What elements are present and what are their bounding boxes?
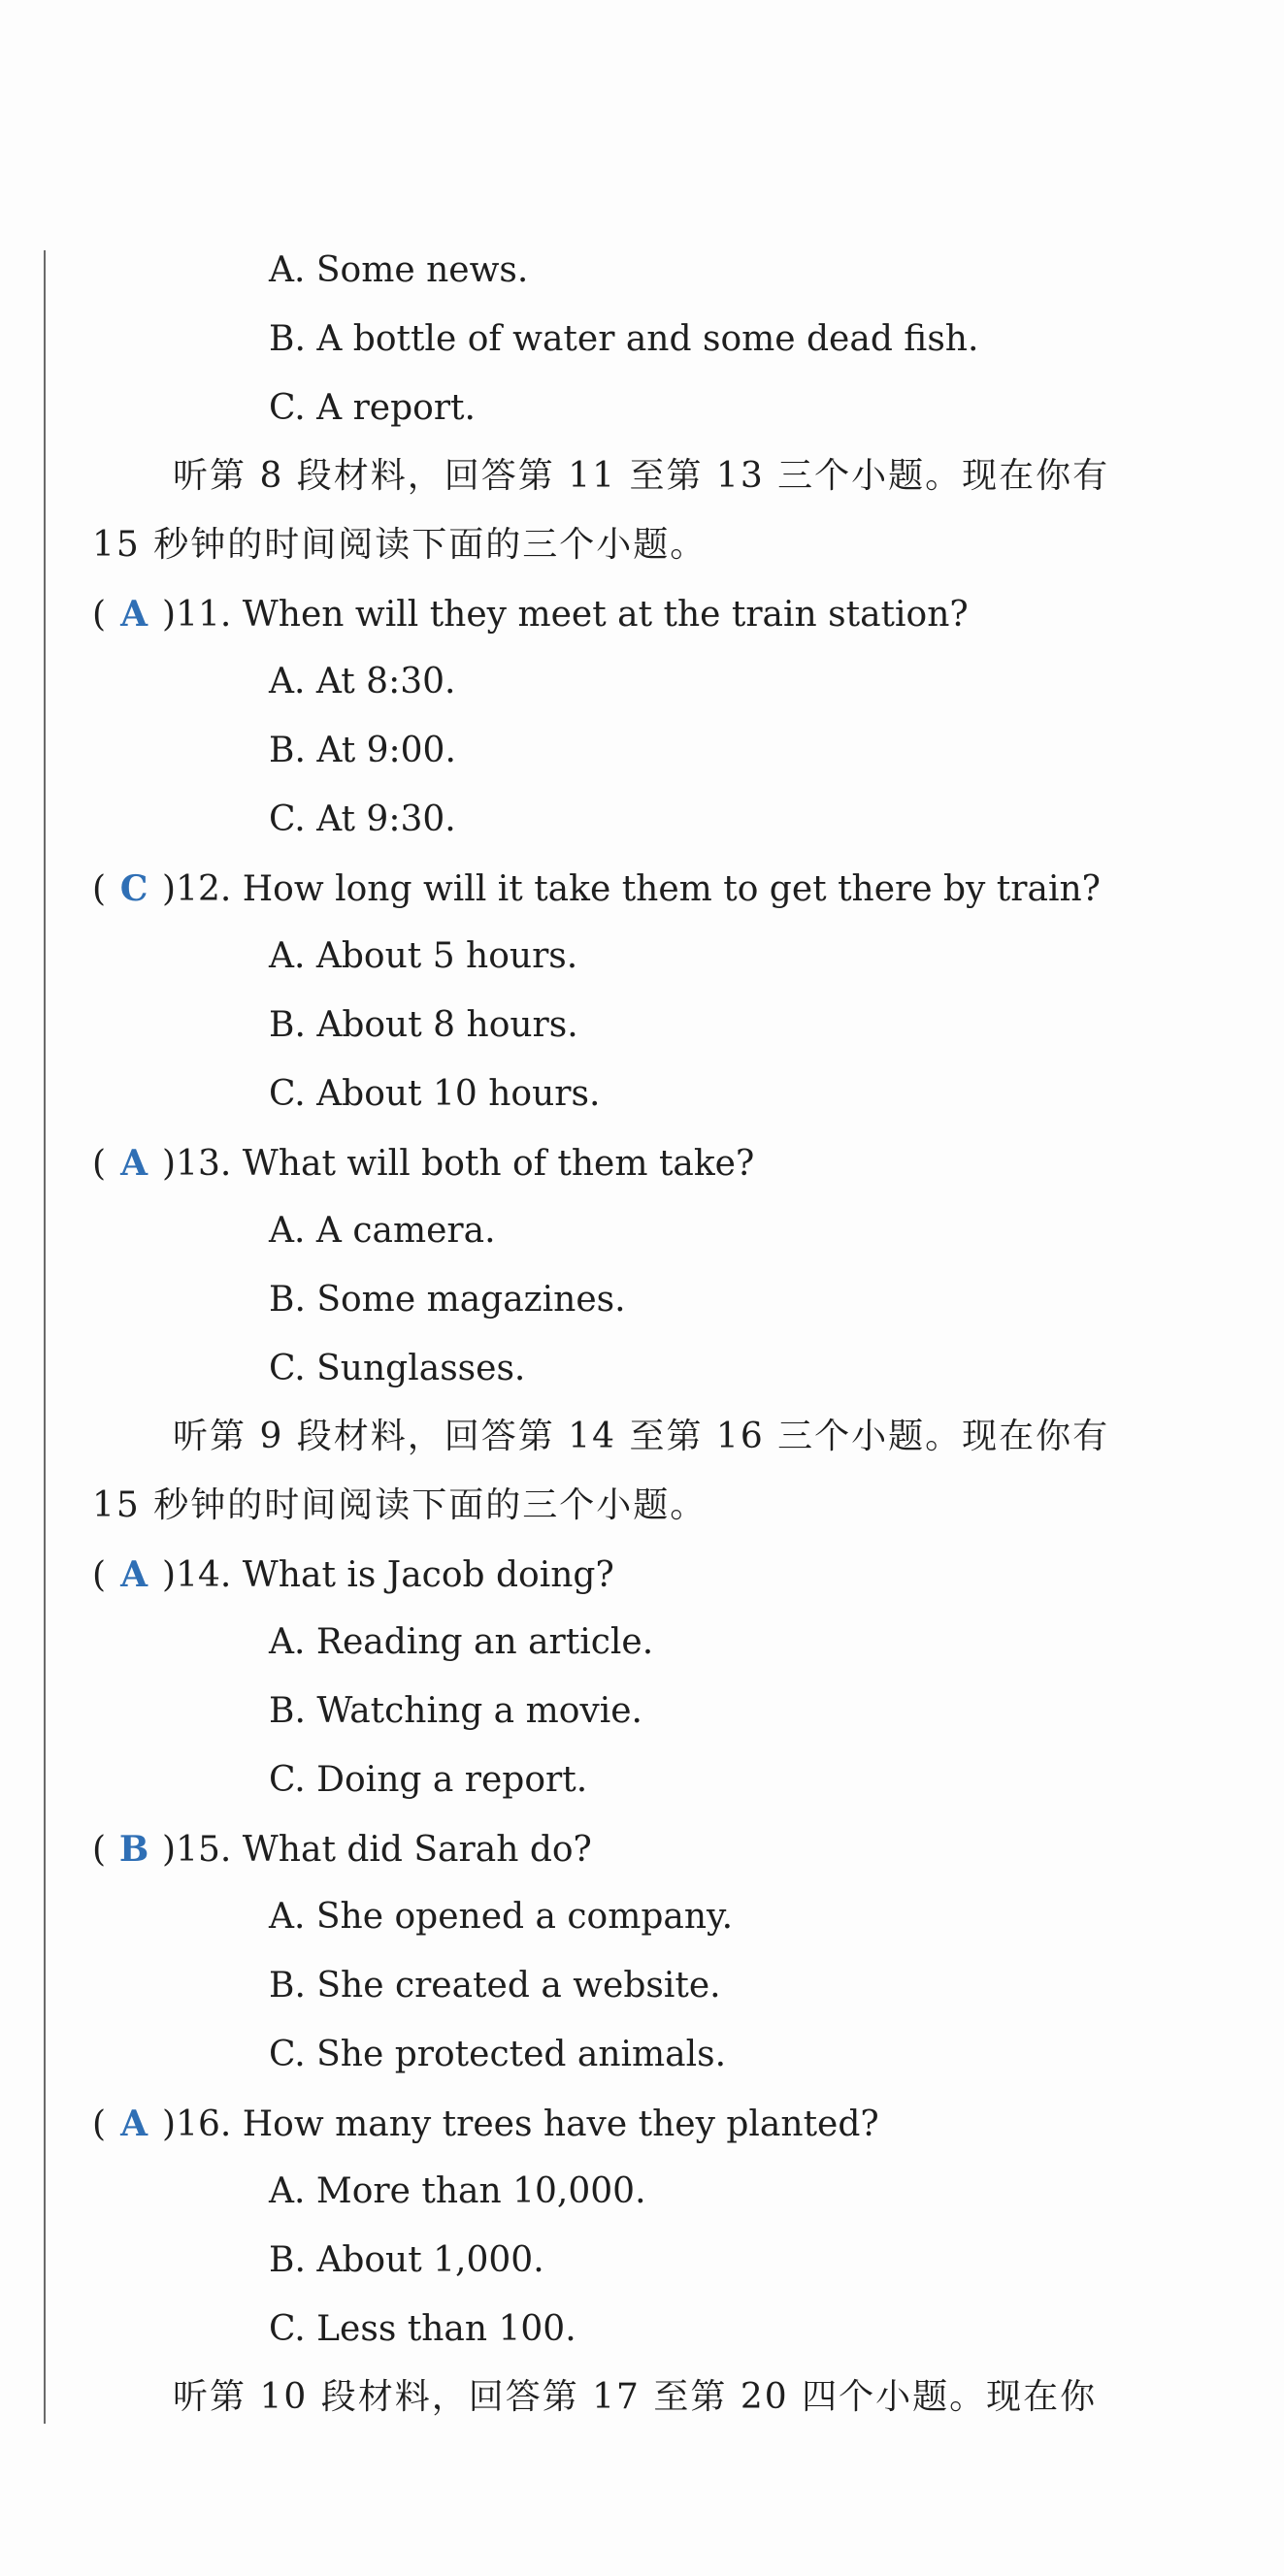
answer-mark: A — [120, 2103, 148, 2144]
option-line: C. About 10 hours. — [269, 1074, 601, 1114]
answer-mark: C — [119, 868, 148, 909]
option-line: A. More than 10,000. — [269, 2171, 646, 2211]
option-line: C. Less than 100. — [269, 2309, 576, 2349]
instruction-text: 听第 8 段材料，回答第 11 至第 13 三个小题。现在你有 — [173, 456, 1110, 496]
option-line: B. She created a website. — [269, 1966, 721, 2005]
instruction-text: 15 秒钟的时间阅读下面的三个小题。 — [92, 1485, 708, 1525]
option-line: C. At 9:30. — [269, 799, 456, 839]
option-line: B. At 9:00. — [269, 731, 456, 770]
option-line: A. About 5 hours. — [269, 936, 578, 976]
question-text: )16. How many trees have they planted? — [162, 2104, 879, 2144]
option-line: C. She protected animals. — [269, 2035, 727, 2074]
option-line: B. A bottle of water and some dead fish. — [269, 319, 979, 359]
paren-open: ( — [92, 2104, 107, 2144]
margin-rule — [44, 250, 46, 2424]
paren-open: ( — [92, 1830, 107, 1870]
instruction-text: 15 秒钟的时间阅读下面的三个小题。 — [92, 525, 708, 565]
question-13 — [92, 1142, 754, 1186]
paren-open: ( — [92, 1555, 107, 1595]
paren-open: ( — [92, 1144, 107, 1184]
option-line: B. About 8 hours. — [269, 1005, 578, 1045]
option-line: C. Doing a report. — [269, 1760, 588, 1800]
question-text: )12. How long will it take them to get there by train? — [162, 869, 1101, 909]
question-16 — [92, 2103, 879, 2146]
paren-open: ( — [92, 595, 107, 635]
instruction-text: 听第 10 段材料，回答第 17 至第 20 四个小题。现在你 — [173, 2377, 1098, 2417]
option-line: C. Sunglasses. — [269, 1349, 526, 1388]
option-line: A. Reading an article. — [269, 1622, 654, 1662]
question-text: )11. When will they meet at the train station? — [162, 595, 969, 635]
answer-mark: B — [118, 1829, 149, 1870]
option-line: B. Watching a movie. — [269, 1691, 642, 1731]
instruction-text: 听第 9 段材料，回答第 14 至第 16 三个小题。现在你有 — [173, 1417, 1110, 1456]
question-11 — [92, 593, 969, 636]
answer-mark: A — [120, 594, 148, 635]
paren-open: ( — [92, 869, 107, 909]
option-line: B. Some magazines. — [269, 1280, 626, 1320]
question-text: )13. What will both of them take? — [162, 1144, 755, 1184]
question-14 — [92, 1553, 614, 1597]
option-line: A. A camera. — [269, 1211, 496, 1251]
option-line: A. Some news. — [269, 250, 529, 290]
question-12 — [92, 867, 1101, 911]
answer-mark: A — [120, 1143, 148, 1184]
question-text: )14. What is Jacob doing? — [162, 1555, 614, 1595]
answer-mark: A — [120, 1554, 148, 1595]
option-line: B. About 1,000. — [269, 2240, 544, 2280]
option-line: C. A report. — [269, 388, 476, 428]
option-line: A. At 8:30. — [269, 662, 456, 701]
question-15 — [92, 1828, 592, 1872]
question-text: )15. What did Sarah do? — [162, 1830, 592, 1870]
option-line: A. She opened a company. — [269, 1897, 734, 1937]
